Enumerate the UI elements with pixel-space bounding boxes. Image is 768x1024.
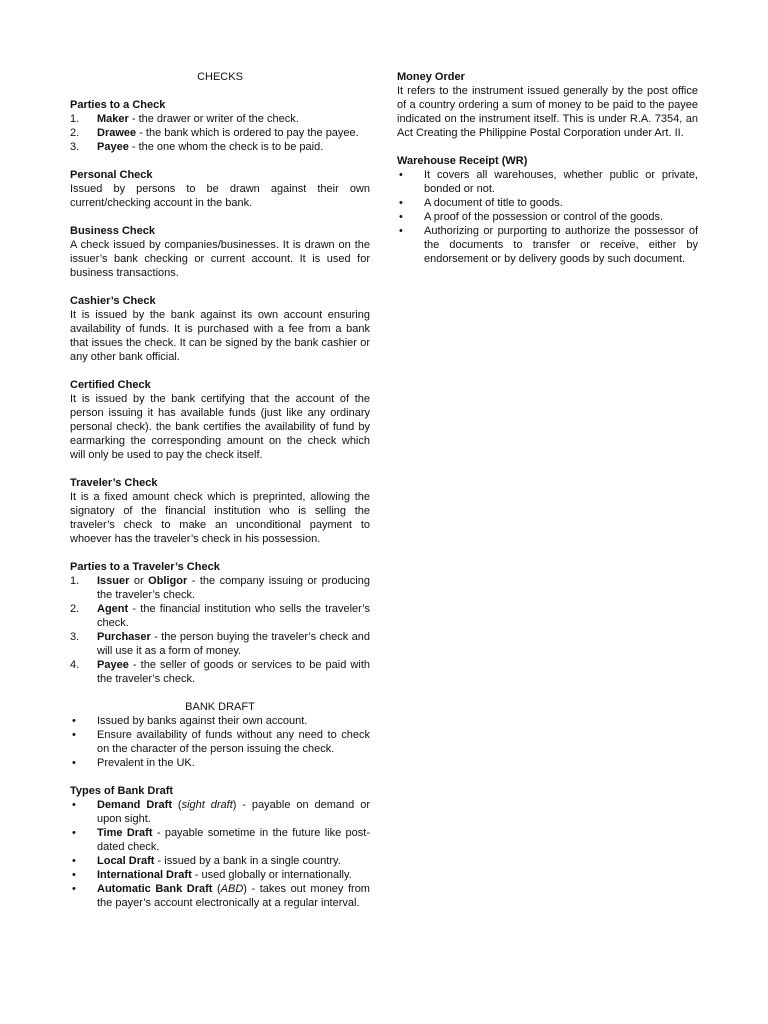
list-number: 1. (70, 113, 80, 125)
list-item (70, 602, 370, 630)
list-number: 2. (70, 127, 80, 139)
bullet-icon: • (72, 715, 76, 727)
bullet-text: A document of title to goods. (424, 197, 563, 209)
bullet-icon: • (72, 757, 76, 769)
term: Agent (97, 603, 129, 615)
paragraph-money-order: It refers to the instrument issued generally by the post office of a country ordering a sum of money to be paid to the payee indicated on the instrument itself. This is under R.A. 7354, an Act Creating the Philippine Postal Corporation under Art. II. (397, 85, 698, 139)
term-description: - payable sometime in the future like post-dated check. (97, 827, 370, 853)
term-description: - the bank which is ordered to pay the payee. (136, 127, 359, 139)
list-item (70, 882, 370, 910)
paragraph-business-check: A check issued by companies/businesses. It is drawn on the issuer’s bank checking or current account. It is used for business transactions. (70, 239, 370, 279)
bullet-icon: • (72, 869, 76, 881)
list-item (70, 728, 370, 756)
list-number: 2. (70, 603, 80, 615)
paragraph-travelers-check: It is a fixed amount check which is preprinted, allowing the signatory of the financial institution who is selling the traveler’s check to make an unconditional payment to whoever has the traveler’s check in his possession. (70, 491, 370, 545)
left-column (70, 70, 370, 910)
heading-money-order: Money Order (397, 71, 465, 83)
term-description: - the company issuing or producing the traveler’s check. (97, 575, 370, 601)
list-number: 3. (70, 631, 80, 643)
term: International Draft (97, 869, 192, 881)
list-item (70, 854, 370, 868)
term-description: - the drawer or writer of the check. (128, 113, 299, 125)
bank-draft-types-list (70, 798, 370, 910)
term: Maker (97, 113, 129, 125)
heading-personal-check: Personal Check (70, 169, 153, 181)
warehouse-bullets (397, 168, 698, 266)
list-item (70, 868, 370, 882)
term-description: - issued by a bank in a single country. (154, 855, 341, 867)
heading-business-check: Business Check (70, 225, 155, 237)
bullet-icon: • (399, 197, 403, 209)
bullet-icon: • (399, 169, 403, 181)
list-number: 3. (70, 141, 80, 153)
term: Local Draft (97, 855, 155, 867)
bullet-text: A proof of the possession or control of the goods. (424, 211, 664, 223)
list-item (70, 798, 370, 826)
bullet-icon: • (399, 225, 403, 237)
term-description: - the person buying the traveler’s check and will use it as a form of money. (97, 631, 370, 657)
bullet-text: Issued by banks against their own account. (97, 715, 308, 727)
travelers-parties-list (70, 574, 370, 686)
right-column (397, 70, 698, 266)
term-description: - the financial institution who sells the traveler’s check. (97, 603, 370, 629)
bullet-text: Ensure availability of funds without any need to check on the character of the person issuing the check. (97, 729, 370, 755)
term: Issuer (97, 575, 130, 587)
bullet-icon: • (72, 855, 76, 867)
list-item (397, 168, 698, 196)
bullet-icon: • (72, 729, 76, 741)
term: Purchaser (97, 631, 151, 643)
list-item (70, 756, 370, 770)
term-description: ) - payable on demand or upon sight. (97, 799, 370, 825)
punctuation: ( (212, 883, 221, 895)
term-description: - the one whom the check is to be paid. (128, 141, 324, 153)
term: Obligor (148, 575, 188, 587)
punctuation: ( (172, 799, 182, 811)
italic-term: ABD (220, 883, 244, 895)
heading-travelers-check: Traveler’s Check (70, 477, 158, 489)
parties-list (70, 112, 370, 154)
heading-parties-to-a-check: Parties to a Check (70, 99, 166, 111)
list-item (70, 826, 370, 854)
section-title-bank-draft: BANK DRAFT (185, 701, 255, 713)
heading-types-of-bank-draft: Types of Bank Draft (70, 785, 174, 797)
list-number: 4. (70, 659, 80, 671)
paragraph-certified-check: It is issued by the bank certifying that the account of the person issuing it has available funds (just like any ordinary personal check). the bank certifies the availability of fund by earmarking the corresponding amount on the check which will only be used to pay the check itself. (70, 393, 370, 461)
list-item (397, 224, 698, 266)
heading-warehouse-receipt: Warehouse Receipt (WR) (397, 155, 528, 167)
term: Payee (97, 141, 129, 153)
list-item (397, 196, 698, 210)
heading-cashiers-check: Cashier’s Check (70, 295, 156, 307)
italic-term: sight draft (181, 799, 233, 811)
bullet-icon: • (72, 883, 76, 895)
bullet-icon: • (72, 827, 76, 839)
term: Automatic Bank Draft (97, 883, 213, 895)
paragraph-cashiers-check: It is issued by the bank against its own account ensuring availability of funds. It is purchased with a fee from a bank that issues the check. It can be signed by the bank cashier or any other bank official. (70, 309, 370, 363)
term: Time Draft (97, 827, 153, 839)
bullet-text: Authorizing or purporting to authorize the possessor of the documents to transfer or receive, either by endorsement or by delivery goods by such document. (424, 225, 698, 265)
term-description: - the seller of goods or services to be paid with the traveler’s check. (97, 659, 370, 685)
list-item (70, 630, 370, 658)
bullet-text: Prevalent in the UK. (97, 757, 195, 769)
list-item (70, 714, 370, 728)
bullet-text: It covers all warehouses, whether public or private, bonded or not. (424, 169, 698, 195)
list-item (397, 210, 698, 224)
section-title-checks: CHECKS (197, 71, 243, 83)
bank-draft-bullets (70, 714, 370, 770)
list-item (70, 140, 370, 154)
term: Drawee (97, 127, 137, 139)
list-item (70, 574, 370, 602)
list-number: 1. (70, 575, 80, 587)
connector-text: or (129, 575, 149, 587)
term: Demand Draft (97, 799, 172, 811)
heading-parties-to-travelers-check: Parties to a Traveler’s Check (70, 561, 220, 573)
paragraph-personal-check: Issued by persons to be drawn against their own current/checking account in the bank. (70, 183, 370, 209)
list-item (70, 658, 370, 686)
heading-certified-check: Certified Check (70, 379, 151, 391)
bullet-icon: • (72, 799, 76, 811)
term-description: ) - takes out money from the payer’s account electronically at a regular interval. (97, 883, 370, 909)
list-item (70, 126, 370, 140)
term: Payee (97, 659, 129, 671)
bullet-icon: • (399, 211, 403, 223)
list-item (70, 112, 370, 126)
term-description: - used globally or internationally. (191, 869, 352, 881)
